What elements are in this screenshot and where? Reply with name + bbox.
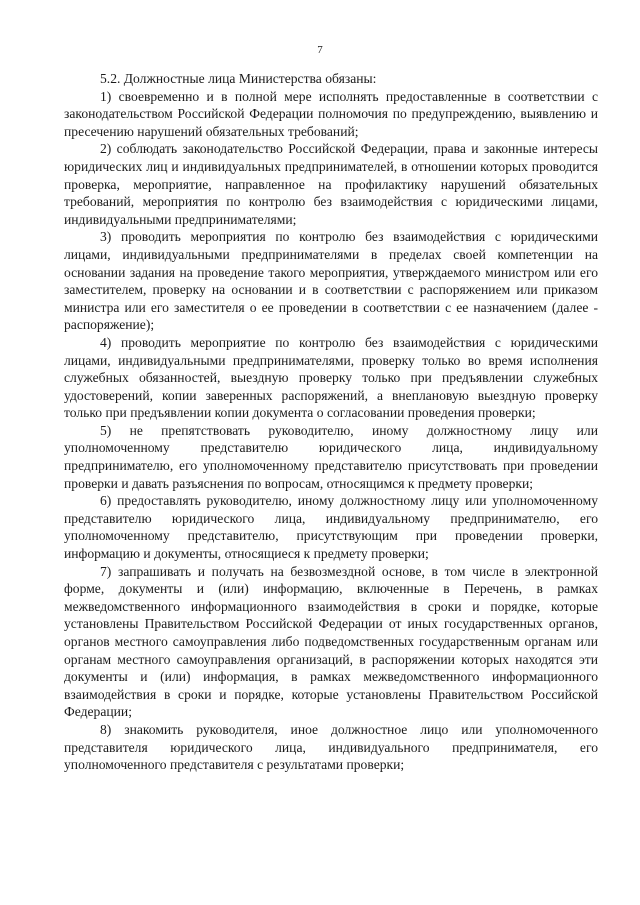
- list-item-5: 5) не препятствовать руководителю, иному должностному лицу или уполномоченному представителю юридического лица, индивидуальному предпринимателю, его уполномоченному представителю присутствовать при проведении проверки и давать разъяснения по вопросам, относящимся к предмету проверки;: [64, 422, 598, 491]
- list-item-6: 6) предоставлять руководителю, иному должностному лицу или уполномоченному представителю юридического лица, индивидуальному предпринимателю, его уполномоченному представителю, присутствующим при проведении проверки, информацию и документы, относящиеся к предмету проверки;: [64, 493, 598, 562]
- section-heading: 5.2. Должностные лица Министерства обязаны:: [100, 71, 377, 86]
- document-body: [64, 70, 598, 774]
- list-item-7: 7) запрашивать и получать на безвозмездной основе, в том числе в электронной форме, документы и (или) информацию, включенные в Перечень, в рамках межведомственного информационного взаимодействия в сроки и порядке, которые установлены Правительством Российской Федерации от иных государственных органов, органов местного самоуправления либо подведомственных государственным органам или органам местного самоуправления организаций, в распоряжении которых находятся эти документы и (или) информация, в рамках межведомственного информационного взаимодействия в сроки и порядке, которые установлены Правительством Российской Федерации;: [64, 563, 598, 720]
- list-item-8: 8) знакомить руководителя, иное должностное лицо или уполномоченного представителя юридического лица, индивидуального предпринимателя, его уполномоченного представителя с результатами проверки;: [64, 721, 598, 773]
- page-number: 7: [317, 44, 323, 56]
- list-item-4: 4) проводить мероприятие по контролю без взаимодействия с юридическими лицами, индивидуальными предпринимателями, проверку только во время исполнения служебных обязанностей, выездную проверку только при предъявлении служебных удостоверений, копии заверенных распоряжений, а внеплановую выездную проверку только при предъявлении копии документа о согласовании проведения проверки;: [64, 334, 598, 421]
- list-item-1: 1) своевременно и в полной мере исполнять предоставленные в соответствии с законодательством Российской Федерации полномочия по предупреждению, выявлению и пресечению нарушений обязательных требований;: [64, 88, 598, 139]
- list-item-3: 3) проводить мероприятия по контролю без взаимодействия с юридическими лицами, индивидуальными предпринимателями в пределах своей компетенции на основании задания на проведение такого мероприятия, утверждаемого министром или его заместителем, проверку на основании и в соответствии с распоряжением или приказом министра или его заместителя о ее проведении в соответствии с ее назначением (далее - распоряжение);: [64, 229, 598, 333]
- list-item-2: 2) соблюдать законодательство Российской Федерации, права и законные интересы юридических лиц и индивидуальных предпринимателей, в отношении которых проводится проверка, мероприятие, направленное на профилактику нарушений обязательных требований, мероприятия по контролю без взаимодействия с юридическими лицами, индивидуальными предпринимателями;: [64, 141, 598, 227]
